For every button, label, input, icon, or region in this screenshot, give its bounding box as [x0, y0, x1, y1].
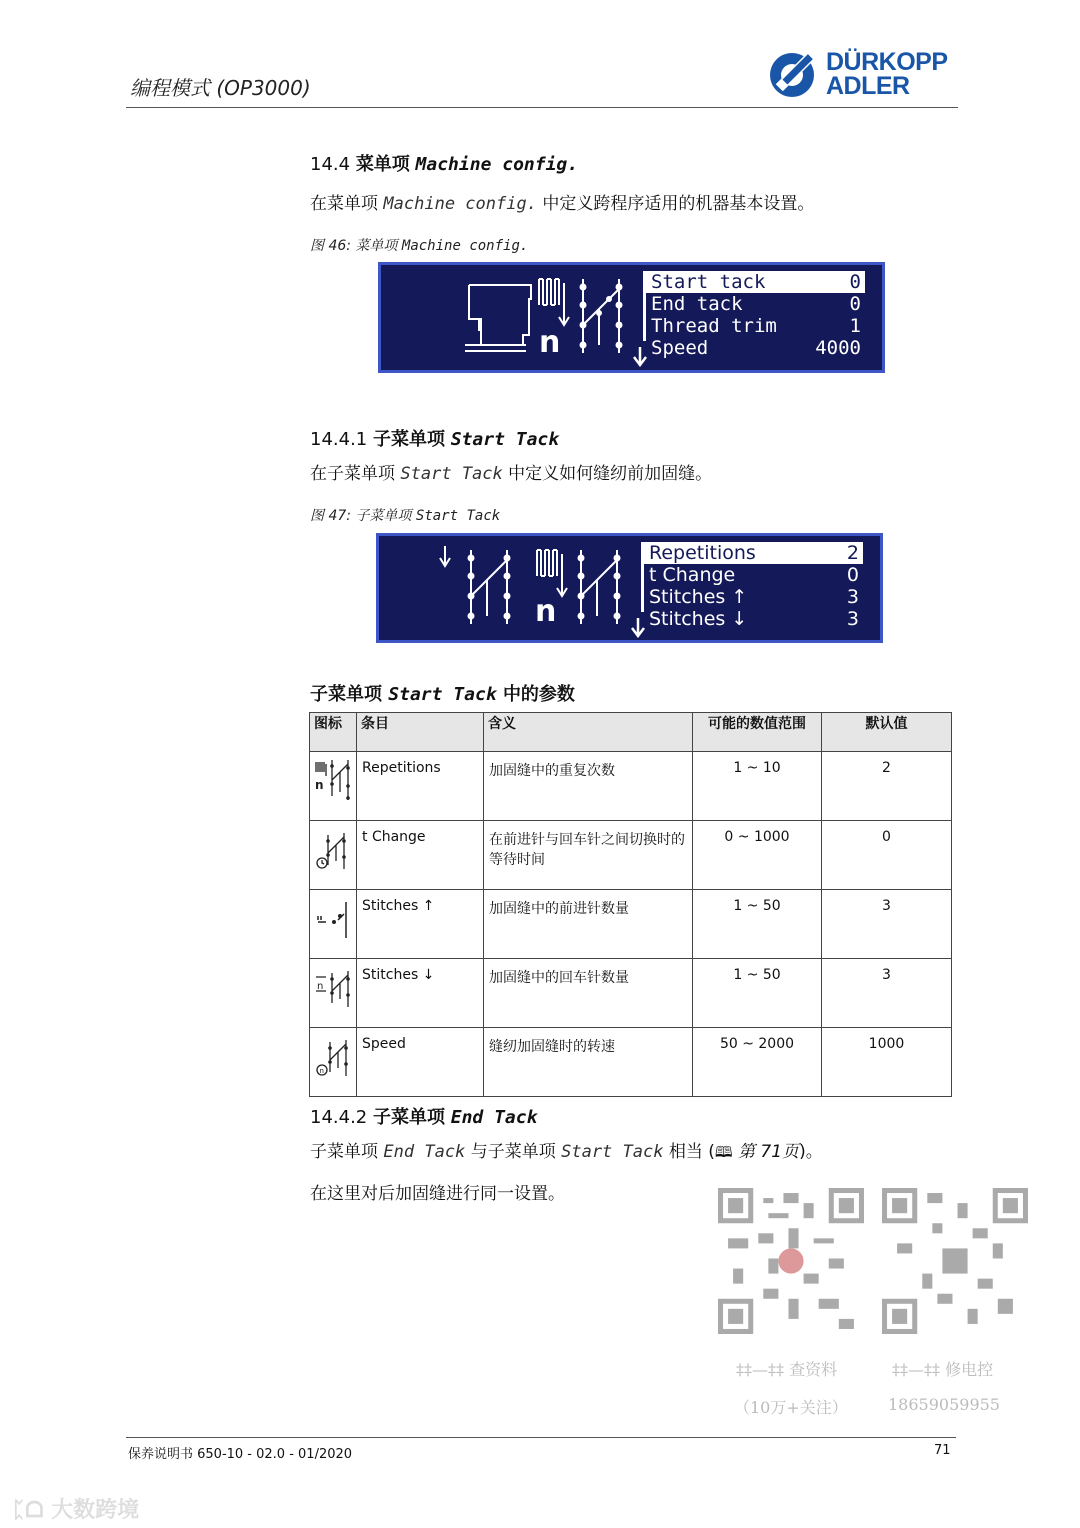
figure-caption-46: 图 46: 菜单项 Machine config. [310, 238, 529, 254]
speed-icon [310, 1028, 357, 1097]
cell-range: 1 ~ 50 [693, 959, 822, 1028]
qr-subcaption-left: （10万+关注） [734, 1398, 848, 1417]
cell-default: 1000 [822, 1028, 952, 1097]
col-header-meaning: 含义 [484, 713, 693, 752]
svg-text:n: n [315, 778, 324, 792]
cell-default: 0 [822, 821, 952, 890]
col-header-icon: 图标 [310, 713, 357, 752]
cell-meaning: 加固缝中的重复次数 [484, 752, 693, 821]
lcd-start-tack [376, 533, 883, 643]
corner-watermark: ᛈᗝ 大数跨境 [12, 1498, 140, 1523]
menu-item-repetitions[interactable]: Repetitions 2 [641, 542, 863, 564]
brand-logo [764, 50, 958, 100]
section-heading-14-4-1: 14.4.1 子菜单项 Start Tack [310, 429, 560, 450]
cell-item: Stitches ↓ [357, 959, 484, 1028]
scroll-down-arrow-icon [633, 347, 647, 367]
repeat-n-glyph: n [539, 325, 561, 360]
cell-range: 0 ~ 1000 [693, 821, 822, 890]
header-divider [126, 107, 958, 108]
menu-item-stitches-up[interactable]: Stitches ↑ 3 [649, 586, 859, 608]
repeat-n-glyph: n [535, 594, 557, 629]
cell-range: 1 ~ 50 [693, 890, 822, 959]
lcd-submenu-list [641, 542, 863, 630]
cell-range: 1 ~ 10 [693, 752, 822, 821]
table-row [310, 752, 952, 821]
cell-item: Speed [357, 1028, 484, 1097]
table-heading: 子菜单项 Start Tack 中的参数 [310, 684, 575, 705]
parameter-table [309, 712, 952, 1097]
table-header-row [310, 713, 952, 752]
footer-divider [126, 1437, 956, 1438]
book-icon: 🕮 [714, 1143, 733, 1161]
page-header-title: 编程模式 (OP3000) [130, 76, 311, 100]
menu-item-stitches-down[interactable]: Stitches ↓ 3 [649, 608, 859, 630]
brand-name-line1: DÜRKOPP [826, 48, 948, 76]
section-paragraph-14-4-2-second: 在这里对后加固缝进行同一设置。 [310, 1184, 565, 1204]
cell-meaning: 加固缝中的前进针数量 [484, 890, 693, 959]
col-header-item: 条目 [357, 713, 484, 752]
cell-meaning: 加固缝中的回车针数量 [484, 959, 693, 1028]
scroll-down-arrow-icon [631, 618, 645, 638]
table-row [310, 959, 952, 1028]
qr-caption-left: ‡‡—‡‡ 查资料 [736, 1360, 838, 1379]
qr-code-left [718, 1188, 864, 1334]
table-row [310, 821, 952, 890]
footer-page-number: 71 [934, 1443, 951, 1458]
cell-default: 3 [822, 890, 952, 959]
brand-name-line2: ADLER [826, 72, 910, 100]
repetitions-icon [310, 752, 357, 821]
col-header-default: 默认值 [822, 713, 952, 752]
section-paragraph-14-4: 在菜单项 Machine config. 中定义跨程序适用的机器基本设置。 [310, 194, 815, 214]
table-row [310, 890, 952, 959]
section-heading-14-4-2: 14.4.2 子菜单项 End Tack [310, 1107, 538, 1128]
col-header-range: 可能的数值范围 [693, 713, 822, 752]
machine-stitch-icon [381, 265, 643, 370]
menu-item-end-tack[interactable]: End tack 0 [651, 293, 861, 315]
tack-stitch-icon [379, 536, 641, 640]
section-paragraph-14-4-2: 子菜单项 End Tack 与子菜单项 Start Tack 相当 (🕮 第 71页)。 [310, 1142, 823, 1162]
section-paragraph-14-4-1: 在子菜单项 Start Tack 中定义如何缝纫前加固缝。 [310, 464, 713, 484]
change-time-icon [310, 821, 357, 890]
menu-item-speed[interactable]: Speed 4000 [651, 337, 861, 359]
menu-item-thread-trim[interactable]: Thread trim 1 [651, 315, 861, 337]
svg-text:n: n [319, 1067, 324, 1075]
cell-item: Repetitions [357, 752, 484, 821]
table-row [310, 1028, 952, 1097]
qr-subcaption-right: 18659059955 [888, 1395, 1000, 1414]
cell-meaning: 在前进针与回车针之间切换时的等待时间 [484, 821, 693, 890]
cell-range: 50 ~ 2000 [693, 1028, 822, 1097]
logo-icon [764, 50, 824, 100]
lcd-menu-list [643, 271, 865, 359]
cell-meaning: 缝纫加固缝时的转速 [484, 1028, 693, 1097]
svg-text:n: n [317, 981, 324, 992]
cell-default: 2 [822, 752, 952, 821]
cell-item: Stitches ↑ [357, 890, 484, 959]
menu-item-start-tack[interactable]: Start tack 0 [643, 271, 865, 293]
qr-code-right [882, 1188, 1028, 1334]
cell-default: 3 [822, 959, 952, 1028]
qr-caption-right: ‡‡—‡‡ 修电控 [892, 1360, 994, 1379]
watermark-logo-icon: ᛈᗝ [12, 1498, 44, 1523]
lcd-machine-config [378, 262, 885, 373]
cell-item: t Change [357, 821, 484, 890]
page-reference-link[interactable]: 第 71页 [738, 1142, 800, 1162]
stitches-backward-icon [310, 959, 357, 1028]
footer-document-id: 保养说明书 650-10 - 02.0 - 01/2020 [128, 1447, 353, 1462]
figure-caption-47: 图 47: 子菜单项 Start Tack [310, 508, 501, 524]
stitches-forward-icon [310, 890, 357, 959]
menu-item-t-change[interactable]: t Change 0 [649, 564, 859, 586]
section-heading-14-4: 14.4 菜单项 Machine config. [310, 154, 579, 175]
